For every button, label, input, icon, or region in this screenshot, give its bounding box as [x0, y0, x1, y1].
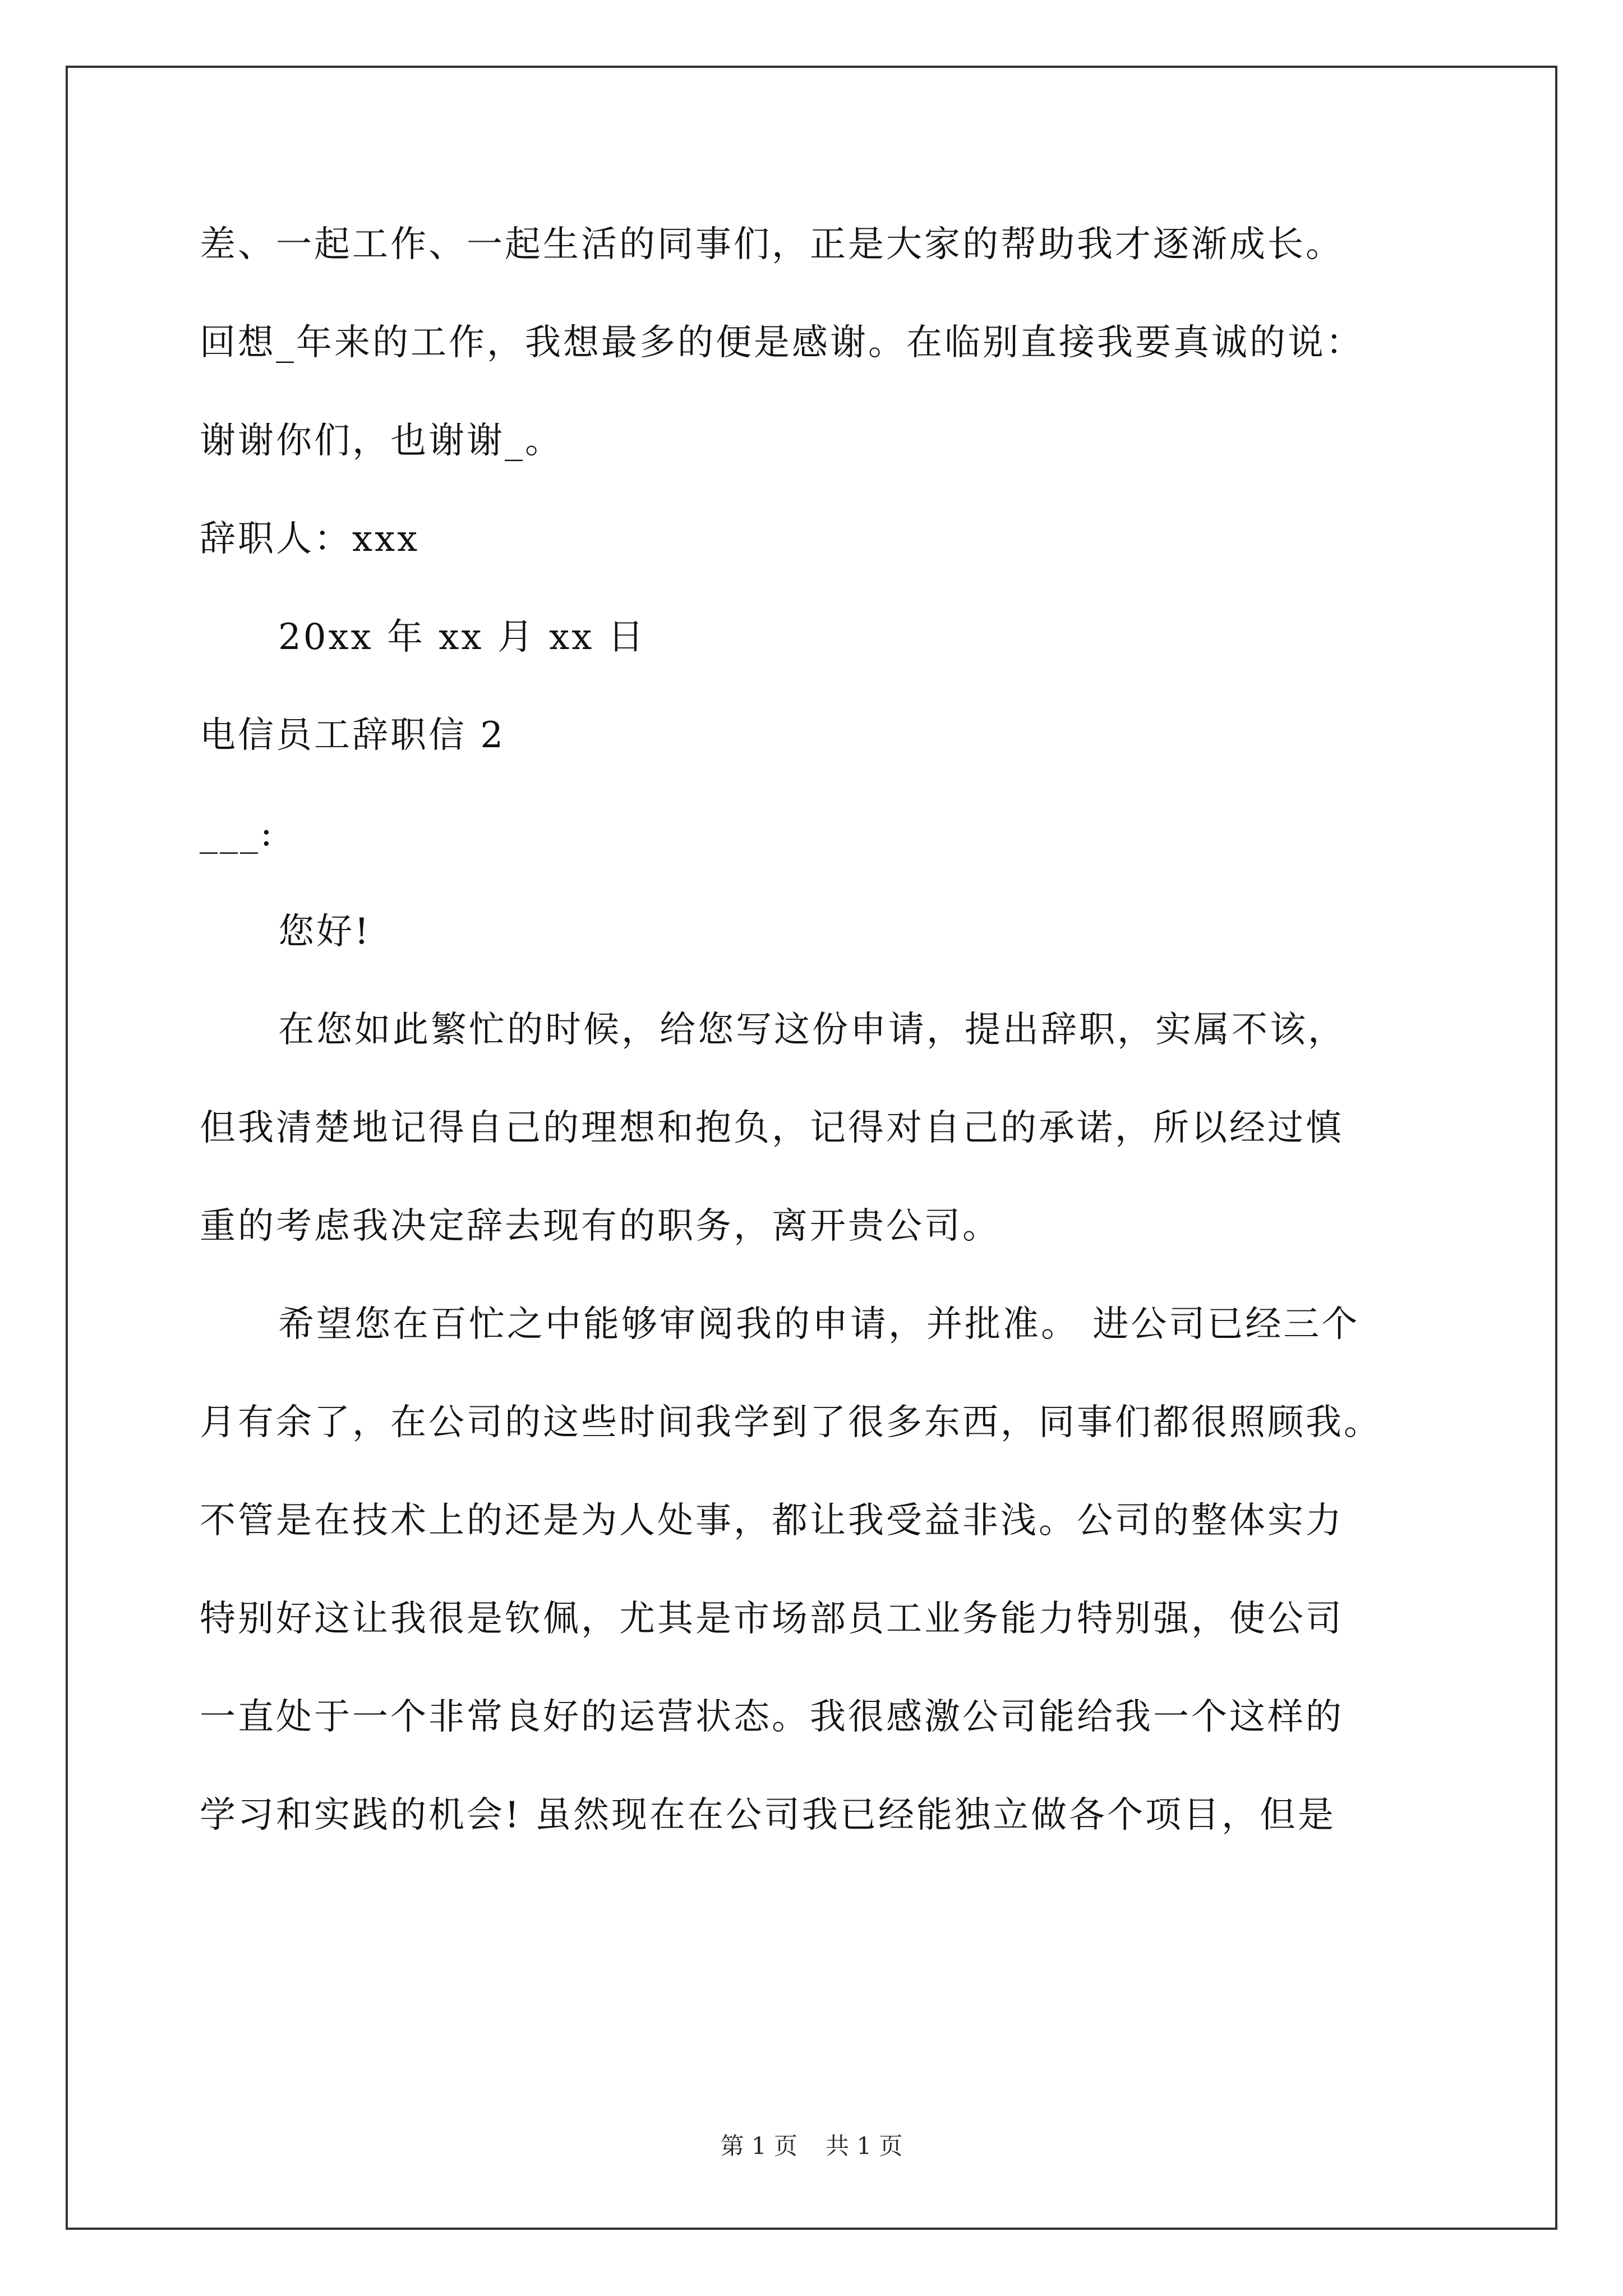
body-line: 在您如此繁忙的时候，给您写这份申请，提出辞职，实属不该， — [278, 1009, 1346, 1051]
page-footer — [0, 2132, 1623, 2161]
page-number-current: 第 1 页 — [720, 2132, 797, 2160]
body-line: 一直处于一个非常良好的运营状态。我很感激公司能给我一个这样的 — [200, 1696, 1344, 1738]
body-line: 回想_年来的工作，我想最多的便是感谢。在临别直接我要真诚的说： — [200, 322, 1364, 364]
body-line: 不管是在技术上的还是为人处事，都让我受益非浅。公司的整体实力 — [200, 1500, 1344, 1542]
greeting-line: 您好! — [278, 911, 371, 953]
body-line: 差、一起工作、一起生活的同事们，正是大家的帮助我才逐渐成长。 — [200, 224, 1344, 265]
salutation-blank: ___: — [200, 813, 275, 854]
body-line: 重的考虑我决定辞去现有的职务，离开贵公司。 — [200, 1205, 1000, 1247]
body-line: 但我清楚地记得自己的理想和抱负，记得对自己的承诺，所以经过慎 — [200, 1107, 1344, 1149]
body-line: 学习和实践的机会! 虽然现在在公司我已经能独立做各个项目，但是 — [200, 1795, 1336, 1836]
body-line: 月有余了，在公司的这些时间我学到了很多东西，同事们都很照顾我。 — [200, 1402, 1382, 1443]
signature-line: 辞职人：xxx — [200, 518, 420, 560]
date-line: 20xx 年 xx 月 xx 日 — [278, 616, 646, 658]
body-line: 谢谢你们，也谢谢_。 — [200, 420, 563, 462]
page-number-total: 共 1 页 — [826, 2132, 903, 2160]
section-title: 电信员工辞职信 2 — [200, 715, 506, 756]
body-line: 特别好这让我很是钦佩，尤其是市场部员工业务能力特别强，使公司 — [200, 1598, 1344, 1640]
body-line: 希望您在百忙之中能够审阅我的申请，并批准。 进公司已经三个 — [278, 1304, 1360, 1345]
